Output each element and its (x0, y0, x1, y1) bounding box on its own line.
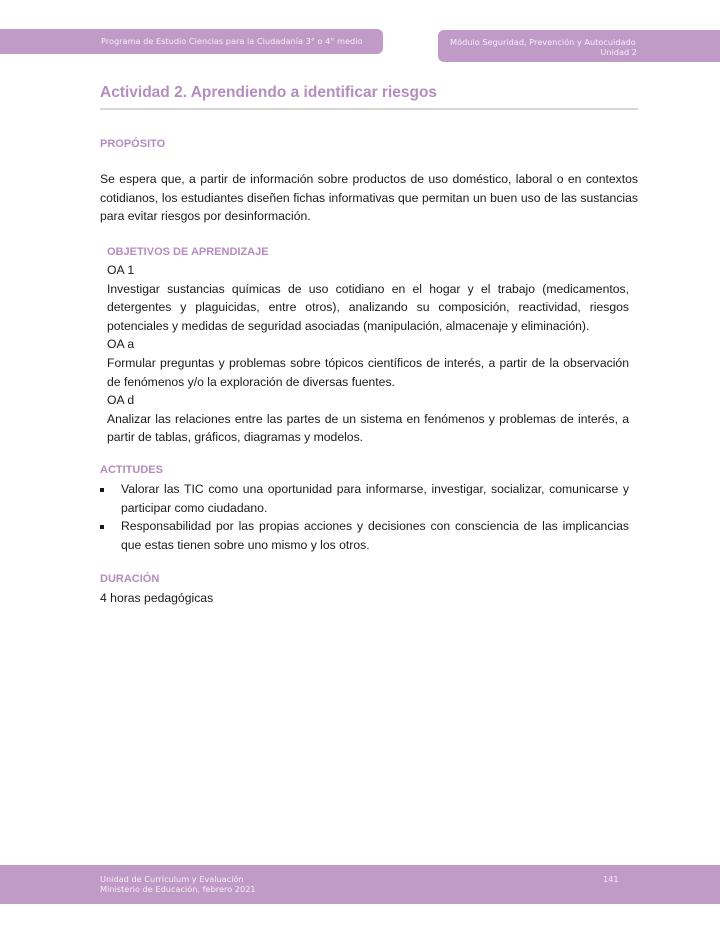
objetivos-list (107, 261, 629, 447)
actitud-text: Valorar las TIC como una oportunidad para informarse, investigar, socializar, comunicarse y participar como ciudadano. (121, 482, 629, 515)
oa-code: OA 1 (107, 263, 135, 277)
bullet-icon (100, 525, 104, 529)
header-program-bar (0, 29, 383, 54)
oa-code: OA a (107, 337, 135, 352)
list-item (100, 480, 629, 517)
proposito-text: Se espera que, a partir de información sobre productos de uso doméstico, laboral o en contextos cotidianos, los estudiantes diseñen fichas informativas que permitan un buen uso de las sustancias para evitar riesgos por desinformación. (100, 172, 638, 224)
page-title: Actividad 2. Aprendiendo a identificar riesgos (100, 84, 638, 110)
unit-label: Unidad 2 (600, 47, 637, 57)
header-module-bar (438, 30, 720, 62)
oa-text: Formular preguntas y problemas sobre tópicos científicos de interés, a partir de la observación de fenómenos y/o la exploración de diversas fuentes. (107, 355, 629, 389)
footer-line-1: Unidad de Currículum y Evaluación (100, 874, 244, 884)
footer-line-2: Ministerio de Educación, febrero 2021 (100, 884, 256, 894)
module-title: Módulo Seguridad, Prevención y Autocuidado (450, 37, 636, 47)
duracion-text: 4 horas pedagógicas (100, 591, 214, 605)
actitudes-heading: ACTITUDES (100, 464, 163, 476)
oa-text: Analizar las relaciones entre las partes de un sistema en fenómenos y problemas de interés, a partir de tablas, gráficos, diagramas y modelos. (107, 411, 629, 445)
oa-text: Investigar sustancias químicas de uso cotidiano en el hogar y el trabajo (medicamentos, detergentes y plaguicidas, entre otros), analizando su composición, reactividad, riesgos potenciales y medidas de seguridad asociadas (manipulación, almacenaje y eliminación). (107, 281, 629, 333)
proposito-heading: PROPÓSITO (100, 138, 166, 150)
actitudes-list (100, 480, 629, 554)
footer-bar (0, 865, 720, 904)
footer-credits (100, 874, 256, 894)
duracion-heading: DURACIÓN (100, 573, 160, 585)
actitud-text: Responsabilidad por las propias acciones y decisiones con consciencia de las implicancias que estas tienen sobre uno mismo y los otros. (121, 519, 629, 552)
objetivos-heading: OBJETIVOS DE APRENDIZAJE (107, 246, 269, 258)
list-item (100, 517, 629, 554)
oa-code: OA d (107, 393, 135, 408)
bullet-icon (100, 488, 104, 492)
page-number: 141 (603, 874, 619, 884)
program-title: Programa de Estudio Ciencias para la Ciudadanía 3° o 4° medio (101, 36, 363, 46)
